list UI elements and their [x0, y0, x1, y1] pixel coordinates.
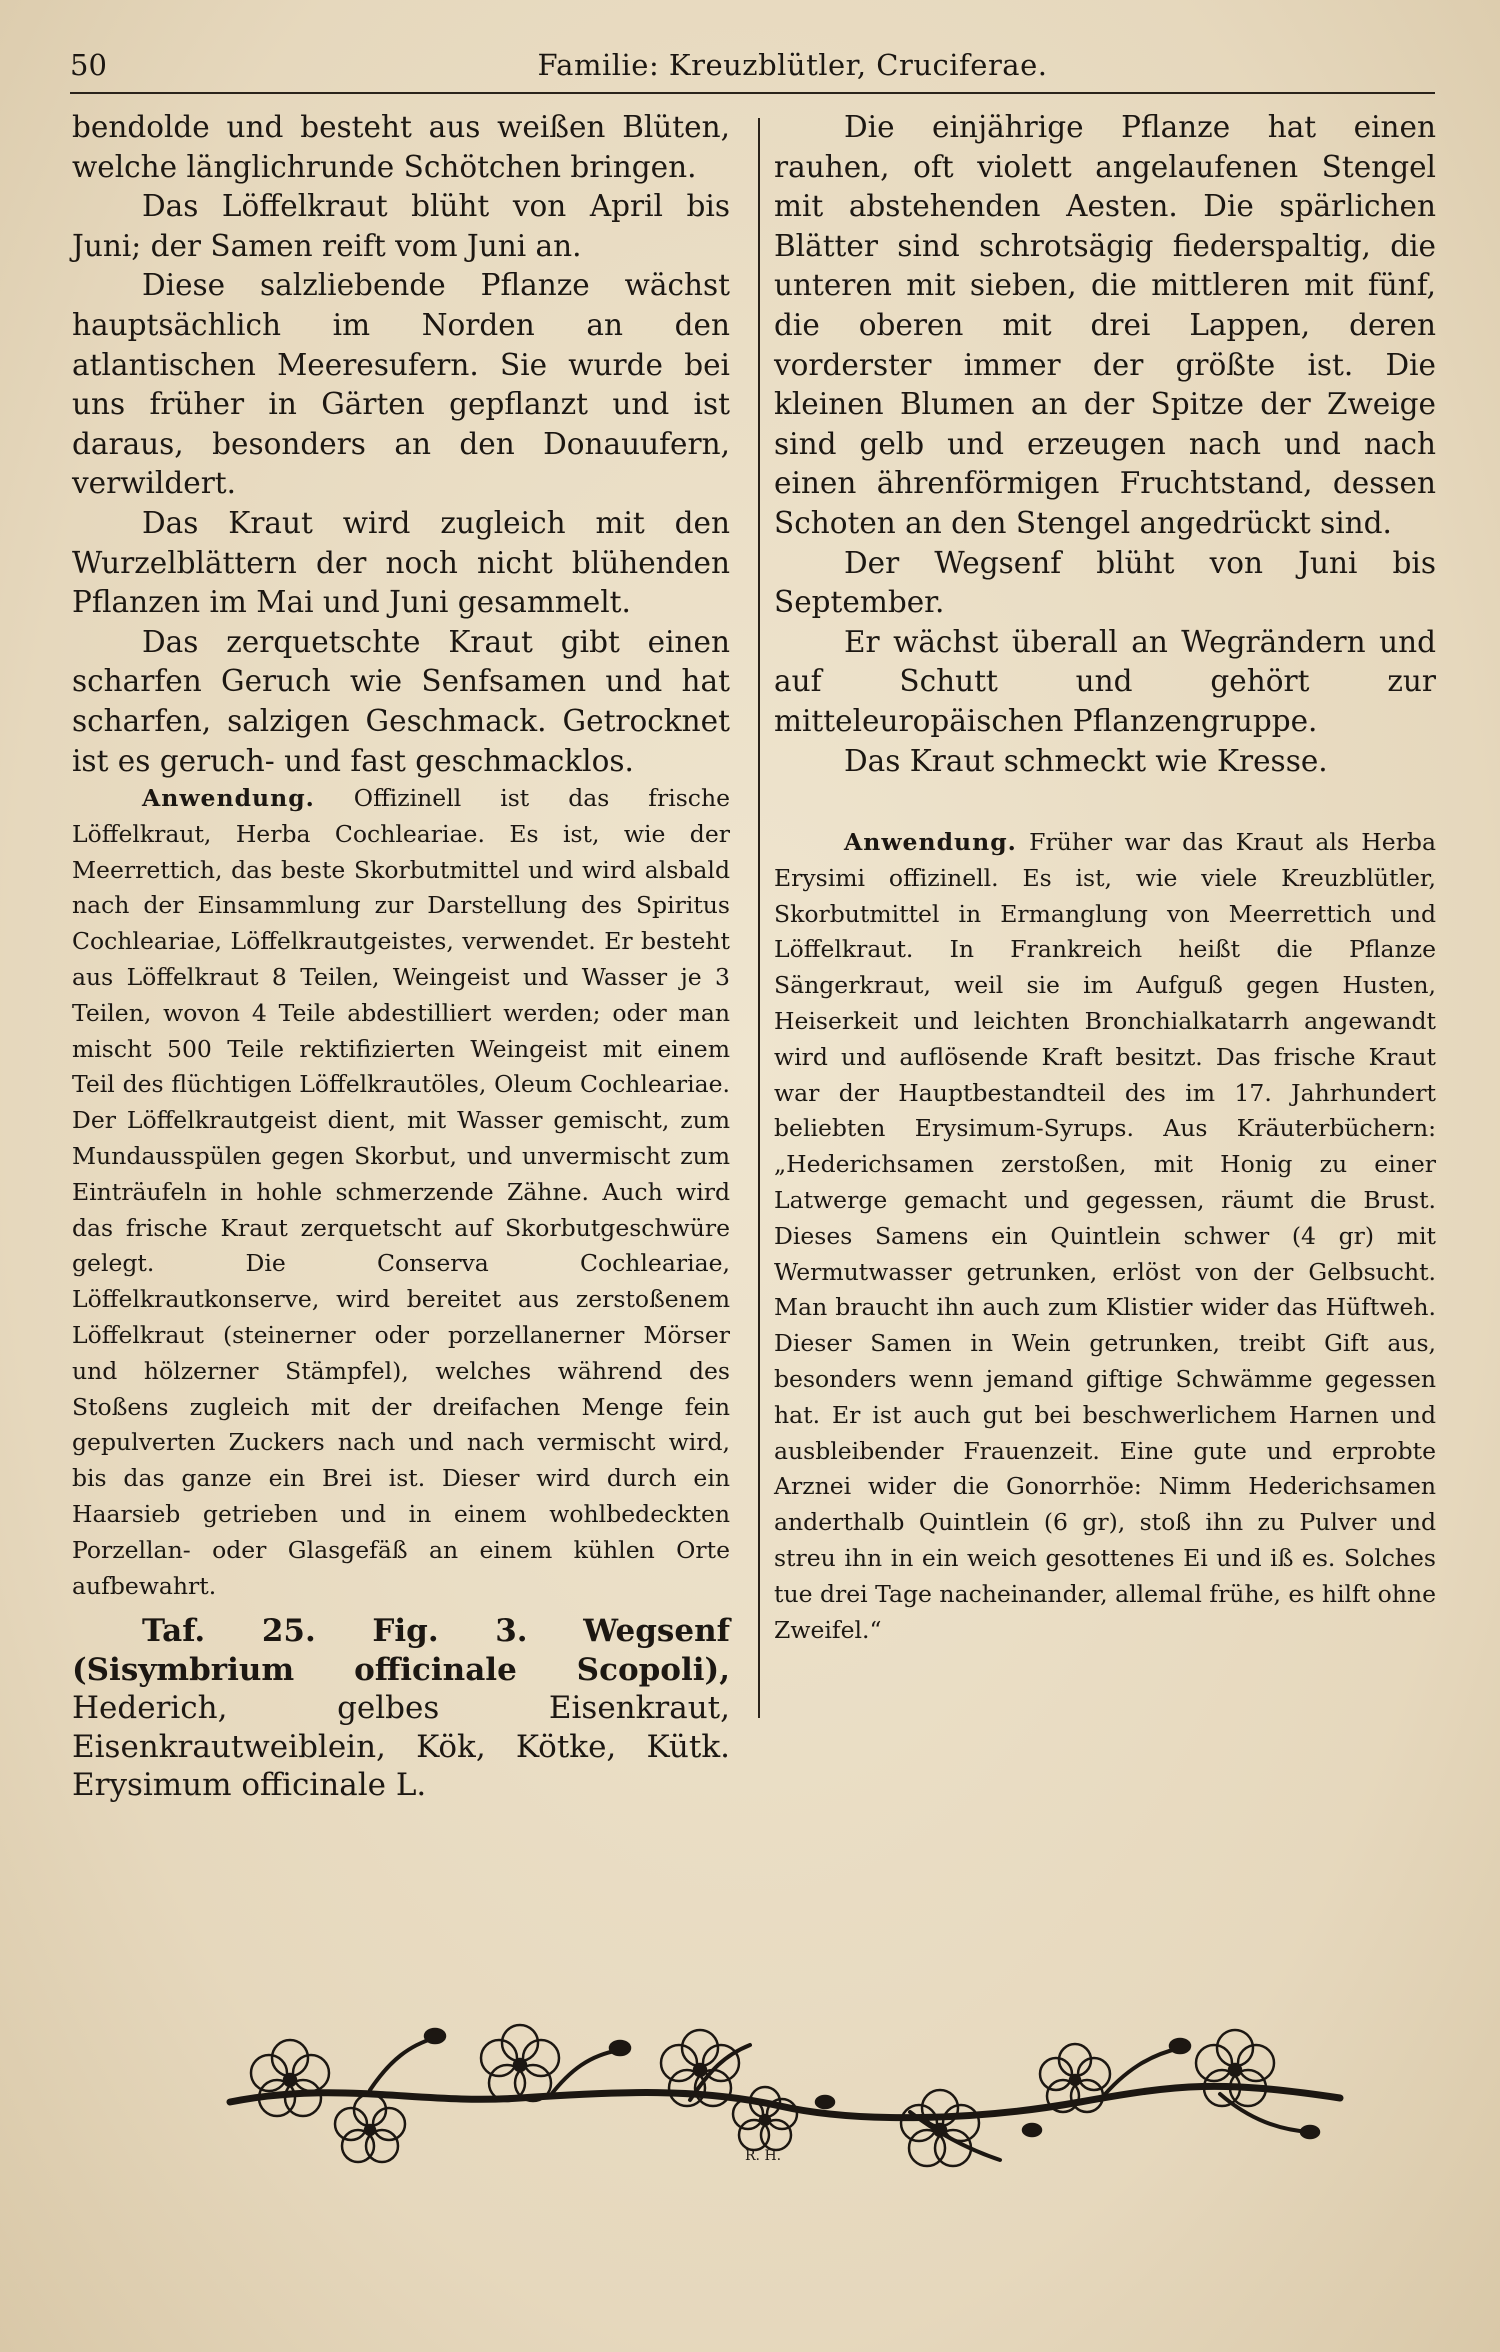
page-header	[70, 48, 1435, 88]
usage-heading: Anwendung.	[844, 828, 1017, 857]
left-usage-paragraph	[72, 781, 730, 1604]
header-rule	[70, 92, 1435, 94]
usage-text: Offizinell ist das frische Löffelkraut, Herba Cochleariae. Es ist, wie der Meerrettich, das beste Skorbutmittel und wird alsbald nach der Einsammlung zur Darstellung des Spiritus Cochleariae, Löffelkrautgeistes, verwendet. Er besteht aus Löffelkraut 8 Teilen, Weingeist und Wasser je 3 Teilen, wovon 4 Teile abdestilliert werden; oder man mischt 500 Teile rektifizierten Weingeist mit einem Teil des flüchtigen Löffelkrautöles, Oleum Cochleariae. Der Löffelkrautgeist dient, mit Wasser gemischt, zum Mundausspülen gegen Skorbut, und unvermischt zum Einträufeln in hohle schmerzende Zähne. Auch wird das frische Kraut zerquetscht auf Skorbutgeschwüre gelegt. Die Conserva Cochleariae, Löffelkrautkonserve, wird bereitet aus zerstoßenem Löffelkraut (steinerner oder porzellanerner Mörser und hölzerner Stämpfel), welches während des Stoßens zugleich mit der dreifachen Menge fein gepulverten Zuckers nach und nach vermischt wird, bis das ganze ein Brei ist. Dieser wird durch ein Haarsieb getrieben und in einem wohlbedeckten Porzellan- oder Glasgefäß an einem kühlen Orte aufbewahrt.	[72, 784, 730, 1600]
right-paragraph-3: Er wächst überall an Wegrändern und auf Schutt und gehört zur mitteleuropäischen Pflanzengruppe.	[774, 624, 1436, 738]
usage-heading: Anwendung.	[142, 784, 315, 813]
blossom-branch-vignette	[220, 2010, 1350, 2180]
right-usage-paragraph	[774, 825, 1436, 1648]
running-head: Familie: Kreuzblütler, Cruciferae.	[537, 48, 1048, 82]
plate-reference: Taf. 25. Fig. 3.	[142, 1613, 528, 1650]
plate-entry	[72, 1612, 730, 1805]
usage-text: Früher war das Kraut als Herba Erysimi offizinell. Es ist, wie viele Kreuzblütler, Skorbutmittel in Ermanglung von Meerrettich und Löffelkraut. In Frankreich heißt die Pflanze Sängerkraut, weil sie im Aufguß gegen Husten, Heiserkeit und leichten Bronchialkatarrh angewandt wird und auflösende Kraft besitzt. Das frische Kraut war der Hauptbestandteil des im 17. Jahrhundert beliebten Erysimum-Syrups. Aus Kräuterbüchern: „Hederichsamen zerstoßen, mit Honig zu einer Latwerge gemacht und gegessen, räumt die Brust. Dieses Samens ein Quintlein schwer (4 gr) mit Wermutwasser getrunken, erlöst von der Gelbsucht. Man braucht ihn auch zum Klistier wider das Hüftweh. Dieser Samen in Wein getrunken, treibt Gift aus, besonders wenn jemand giftige Schwämme gegessen hat. Er ist auch gut bei beschwerlichem Harnen und ausbleibender Frauenzeit. Eine gute und erprobte Arznei wider die Gonorrhöe: Nimm Hederichsamen anderthalb Quintlein (6 gr), stoß ihn zu Pulver und streu ihn in ein weich gesottenes Ei und iß es. Solches tue drei Tage nacheinander, allemal frühe, es hilft ohne Zweifel.“	[774, 828, 1436, 1644]
plant-synonyms: Hederich, gelbes Eisenkraut, Eisenkrautweiblein, Kök, Kötke, Kütk. Erysimum officinale L.	[72, 1690, 730, 1804]
left-paragraph-3: Diese salzliebende Pflanze wächst hauptsächlich im Norden an den atlantischen Meeresufern. Sie wurde bei uns früher in Gärten gepflanzt und ist daraus, besonders an den Donauufern, verwildert.	[72, 268, 730, 501]
right-paragraph-4: Das Kraut schmeckt wie Kresse.	[844, 743, 1328, 778]
column-divider	[758, 118, 760, 1718]
right-column	[774, 108, 1436, 1648]
left-paragraph-5: Das zerquetschte Kraut gibt einen scharfen Geruch wie Senfsamen und hat scharfen, salzigen Geschmack. Getrocknet ist es geruch- und fast geschmacklos.	[72, 624, 730, 778]
left-paragraph-4: Das Kraut wird zugleich mit den Wurzelblättern der noch nicht blühenden Pflanzen im Mai und Juni gesammelt.	[72, 505, 730, 620]
artist-monogram: R. H.	[745, 2148, 782, 2164]
right-paragraph-1: Die einjährige Pflanze hat einen rauhen, oft violett angelaufenen Stengel mit abstehenden Aesten. Die spärlichen Blätter sind schrotsägig fiederspaltig, die unteren mit sieben, die mittleren mit fünf, die oberen mit drei Lappen, deren vorderster immer der größte ist. Die kleinen Blumen an der Spitze der Zweige sind gelb und erzeugen nach und nach einen ährenförmigen Fruchtstand, dessen Schoten an den Stengel angedrückt sind.	[774, 110, 1436, 540]
left-paragraph-2: Das Löffelkraut blüht von April bis Juni; der Samen reift vom Juni an.	[72, 189, 730, 263]
plant-name: Wegsenf (Sisymbrium officinale Scopoli),	[72, 1613, 730, 1688]
left-column	[72, 108, 730, 1805]
page-number: 50	[70, 48, 107, 82]
left-paragraph-1: bendolde und besteht aus weißen Blüten, welche länglichrunde Schötchen bringen.	[72, 110, 730, 184]
right-paragraph-2: Der Wegsenf blüht von Juni bis September.	[774, 545, 1436, 620]
